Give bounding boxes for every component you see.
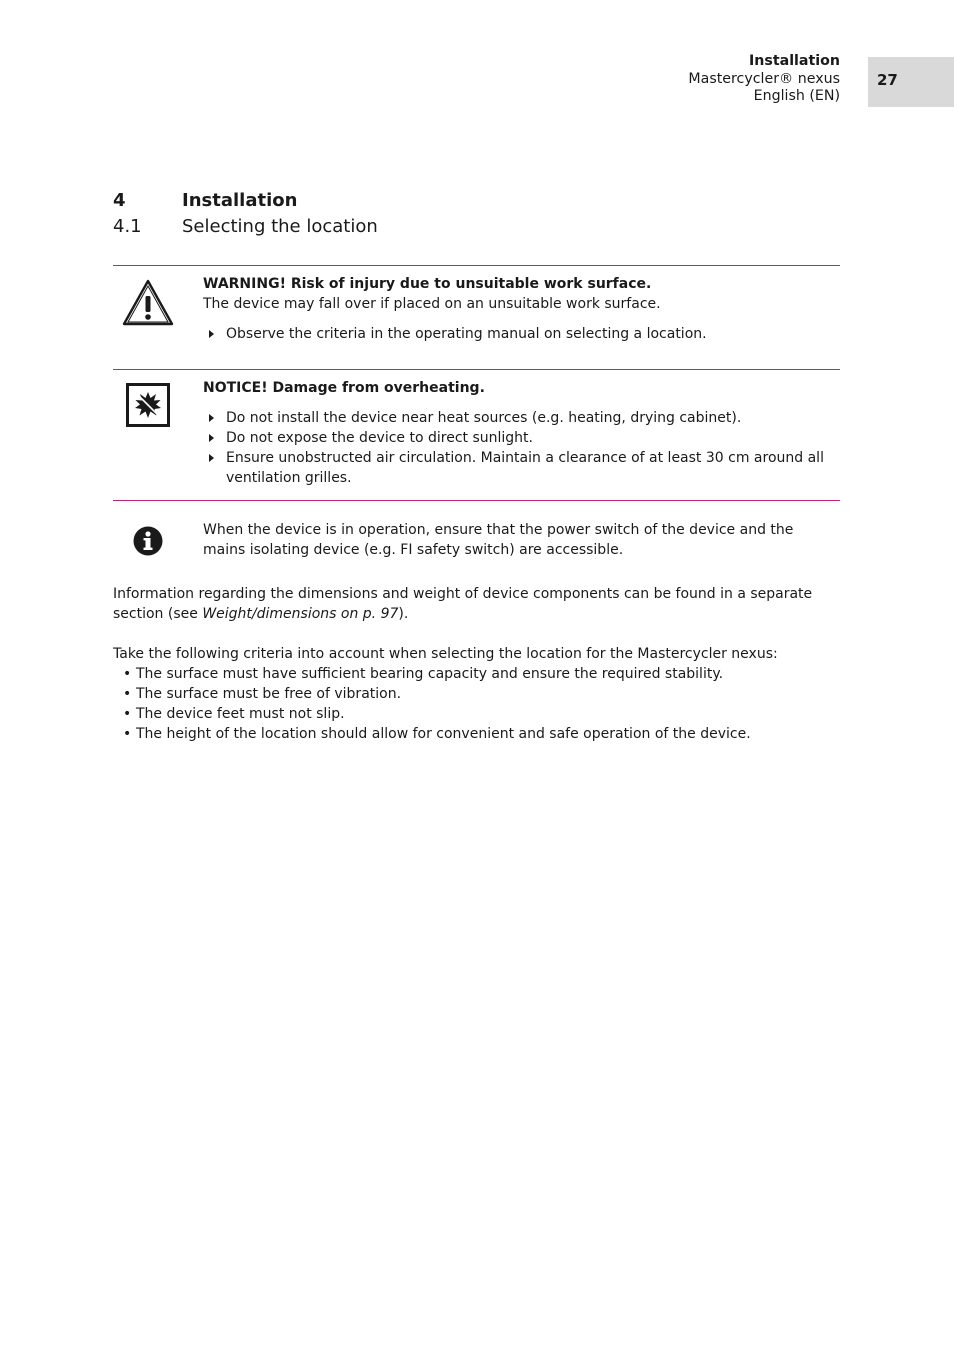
header-section: Installation	[749, 53, 840, 69]
chapter-title: Installation	[182, 190, 298, 211]
warning-title: WARNING! Risk of injury due to unsuitable work surface.	[203, 276, 652, 292]
notice-item-text: Do not install the device near heat sources (e.g. heating, drying cabinet).	[226, 410, 742, 426]
warning-block	[203, 274, 840, 344]
notice-item	[203, 408, 840, 428]
dimensions-paragraph	[113, 584, 843, 624]
list-item-text: The device feet must not slip.	[136, 706, 345, 722]
notice-bottom-rule	[113, 500, 840, 501]
list-item-text: The surface must have sufficient bearing capacity and ensure the required stability.	[136, 666, 724, 682]
cross-reference-link[interactable]: Weight/dimensions on p. 97	[202, 606, 399, 622]
list-item: • The height of the location should allow for convenient and safe operation of the device.	[123, 726, 751, 742]
warning-text: The device may fall over if placed on an unsuitable work surface.	[203, 296, 661, 312]
list-item-text: The height of the location should allow for convenient and safe operation of the device.	[136, 726, 751, 742]
page-number: 27	[877, 71, 898, 89]
running-header	[688, 53, 840, 106]
chapter-number: 4	[113, 190, 126, 211]
arrow-bullet-icon	[209, 330, 214, 338]
criteria-intro: Take the following criteria into account when selecting the location for the Mastercycler nexus:	[113, 646, 778, 662]
list-item-text: The surface must be free of vibration.	[136, 686, 402, 702]
header-product: Mastercycler® nexus	[688, 70, 840, 87]
arrow-bullet-icon	[209, 414, 214, 422]
page-number-tab	[868, 57, 954, 107]
arrow-bullet-icon	[209, 454, 214, 462]
warning-action-text: Observe the criteria in the operating manual on selecting a location.	[226, 326, 707, 342]
notice-block	[203, 378, 840, 488]
header-language: English (EN)	[753, 88, 840, 104]
warning-action-item	[203, 324, 840, 344]
info-icon	[133, 526, 163, 556]
list-item: • The surface must have sufficient bearing capacity and ensure the required stability.	[123, 666, 724, 682]
notice-item-text: Ensure unobstructed air circulation. Maintain a clearance of at least 30 cm around all ventilation grilles.	[226, 450, 824, 486]
notice-title: NOTICE! Damage from overheating.	[203, 380, 485, 396]
notice-damage-icon	[126, 383, 170, 427]
chapter-heading	[113, 190, 297, 211]
notice-item	[203, 428, 840, 448]
criteria-section	[113, 644, 843, 744]
notice-top-rule	[113, 369, 840, 370]
notice-item-text: Do not expose the device to direct sunlight.	[226, 430, 533, 446]
arrow-bullet-icon	[209, 434, 214, 442]
list-item: • The surface must be free of vibration.	[123, 686, 402, 702]
notice-item	[203, 448, 840, 488]
section-number: 4.1	[113, 216, 142, 237]
section-title: Selecting the location	[182, 216, 378, 237]
dimensions-paragraph-text: Information regarding the dimensions and weight of device components can be found in a separate section (see	[113, 586, 813, 622]
dimensions-paragraph-end: ).	[398, 606, 409, 622]
warning-triangle-icon	[122, 279, 174, 326]
warning-top-rule	[113, 265, 840, 266]
list-item: • The device feet must not slip.	[123, 706, 345, 722]
info-text: When the device is in operation, ensure that the power switch of the device and the mains isolating device (e.g. FI safety switch) are accessible.	[203, 522, 794, 558]
section-heading	[113, 216, 378, 237]
